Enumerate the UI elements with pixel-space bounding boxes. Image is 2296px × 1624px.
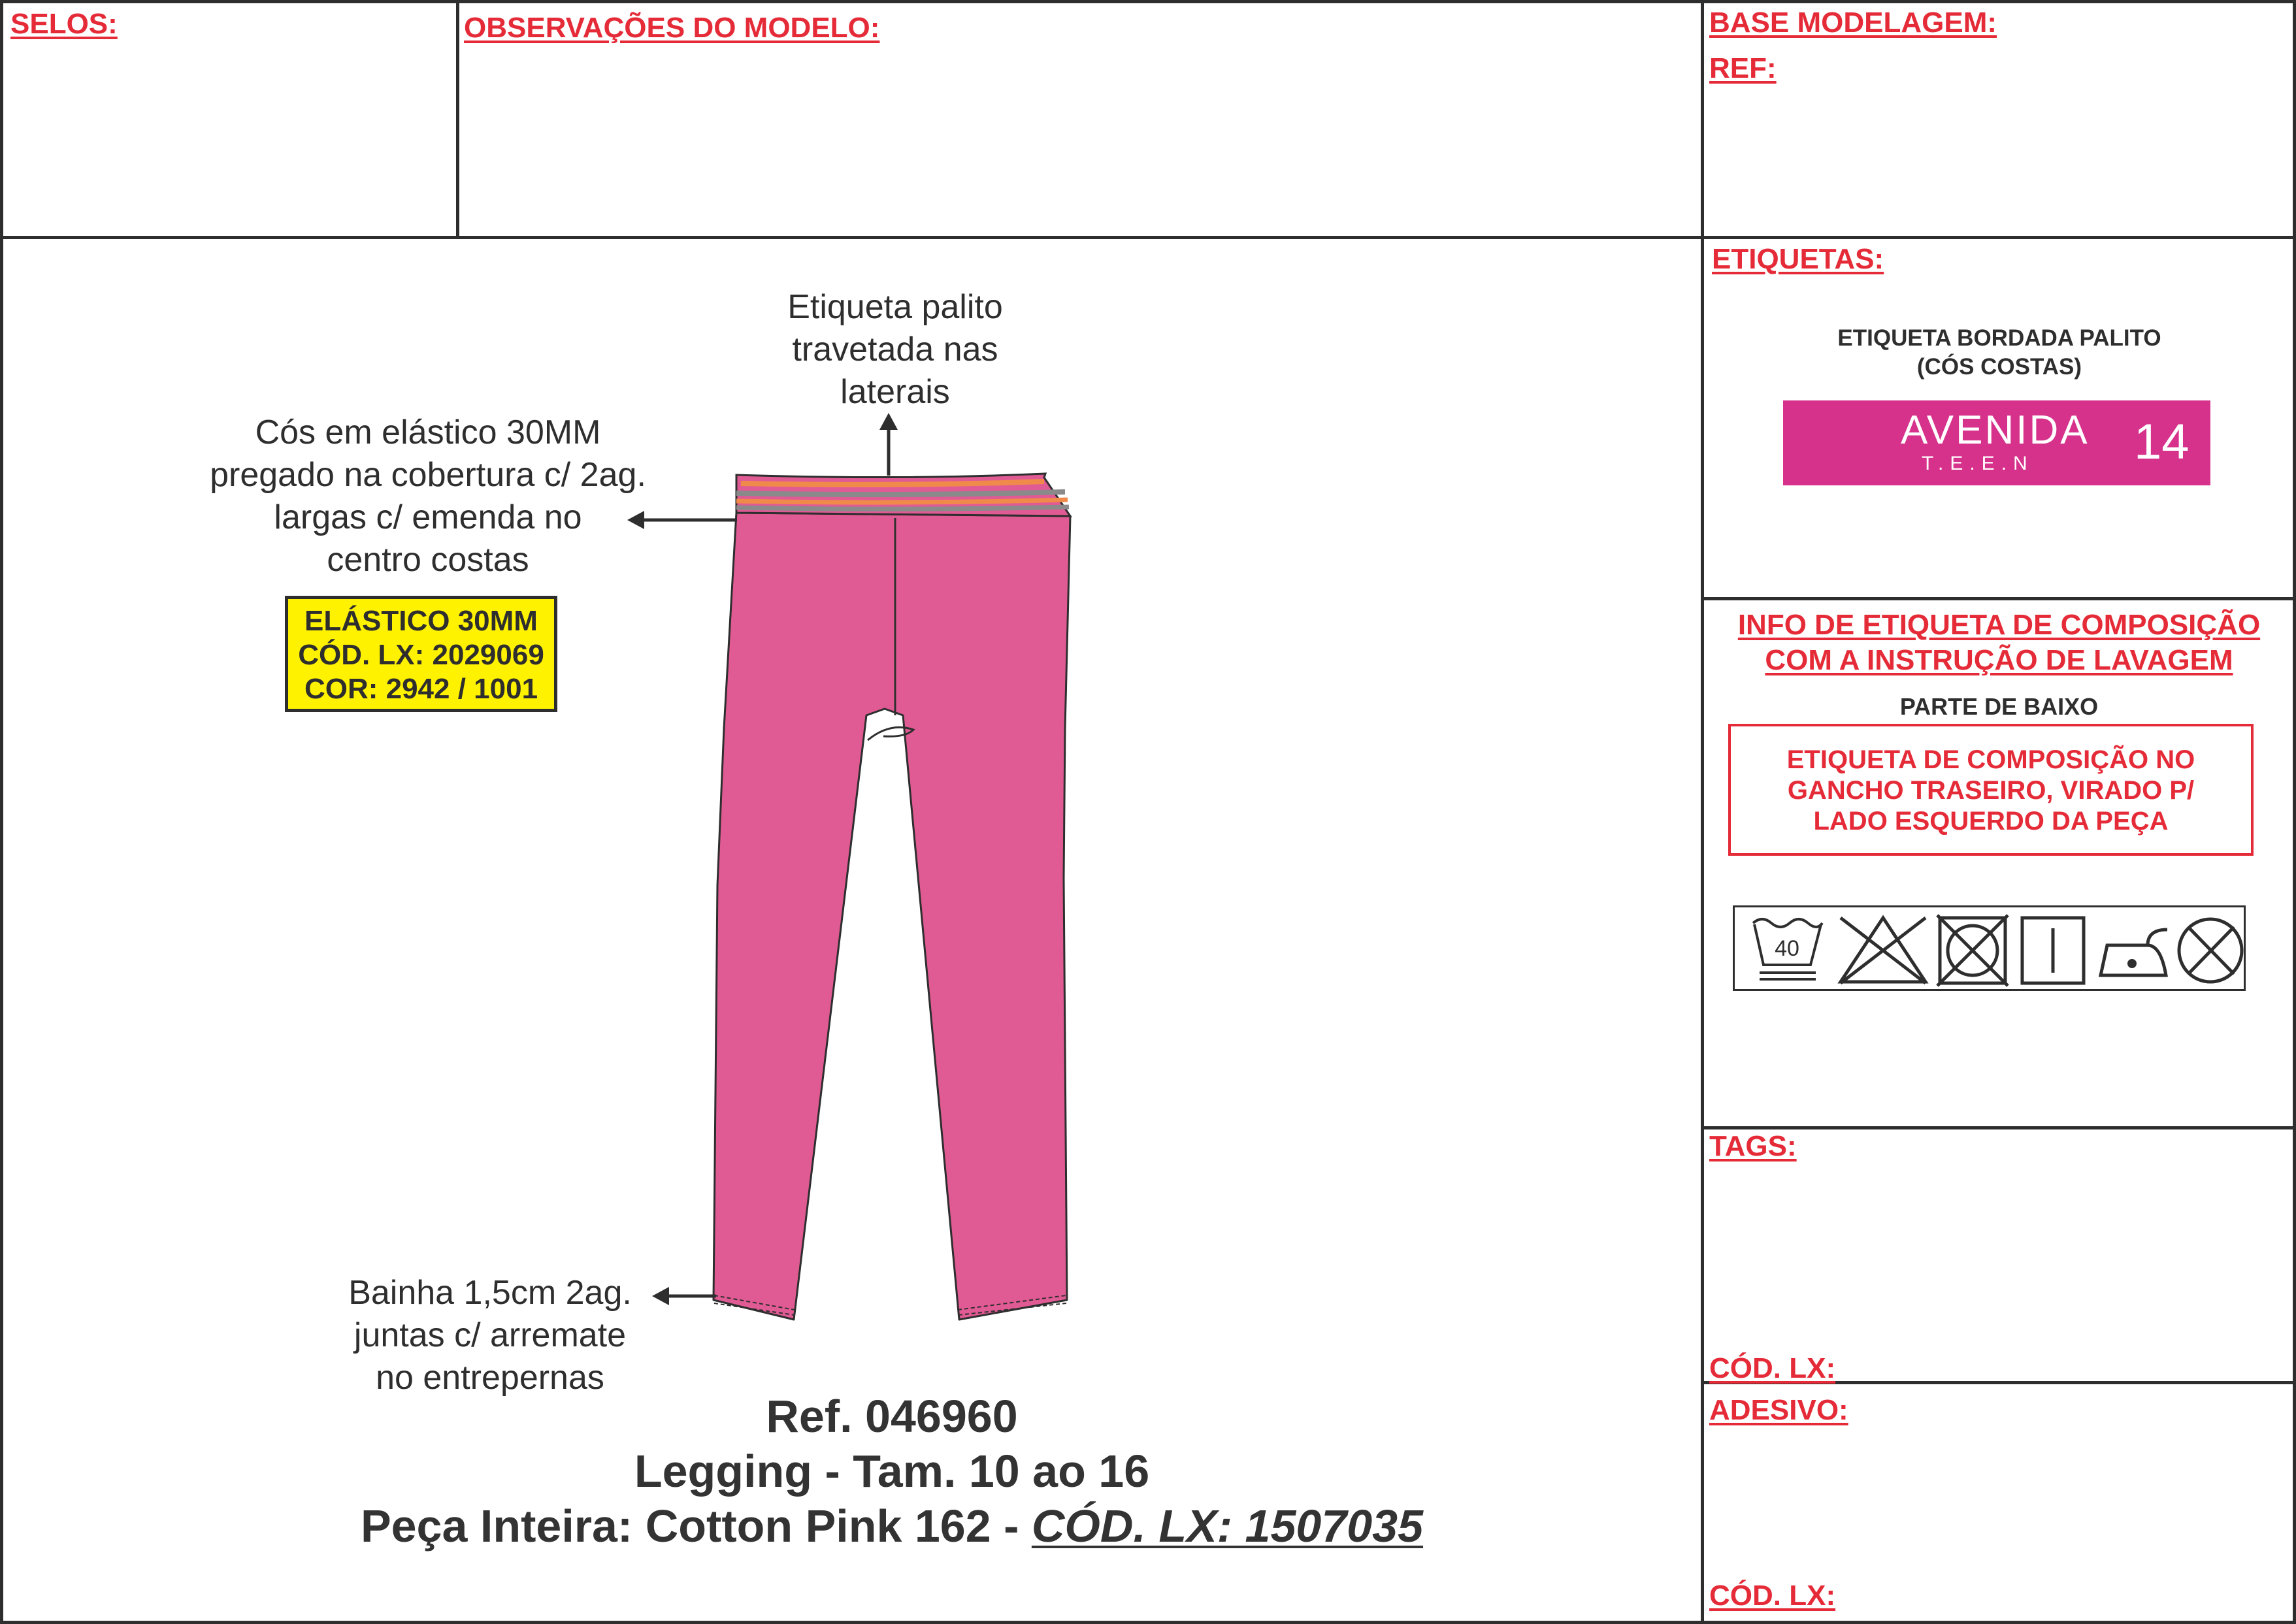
cos-elastico-note: [157, 412, 699, 581]
elastico-line2: CÓD. LX: 2029069: [298, 639, 544, 671]
etiqueta-bordada-title: [1764, 324, 2235, 382]
product-info: [157, 1389, 1627, 1553]
wash-40-icon: [1748, 913, 1826, 988]
parte-de-baixo: PARTE DE BAIXO: [1899, 693, 2099, 720]
selos-divider: [456, 0, 459, 238]
bainha-line1: Bainha 1,5cm 2ag.: [348, 1274, 632, 1312]
brand-size: 14: [2134, 414, 2189, 470]
arrow-etiqueta-palito: [876, 412, 902, 477]
cos-elastico-line3: largas c/ emenda no: [274, 498, 582, 536]
legging-body: [713, 513, 1070, 1320]
bainha-line2: juntas c/ arremate: [353, 1316, 627, 1354]
observacoes-label: OBSERVAÇÕES DO MODELO:: [464, 12, 880, 44]
composicao-title-line2: COM A INSTRUÇÃO DE LAVAGEM: [1765, 644, 2233, 676]
no-tumble-dry-icon: [1935, 913, 2012, 988]
waistband-stripe-3: [736, 507, 1069, 509]
brand-label-patch: [1783, 400, 2210, 485]
product-fabric-prefix: Peça Inteira: Cotton Pink 162 -: [360, 1501, 1032, 1551]
elastico-info-box: [285, 596, 557, 712]
etiqueta-palito-note: [719, 286, 1072, 414]
composicao-divider: [1701, 1126, 2296, 1129]
etiqueta-bordada-line1: ETIQUETA BORDADA PALITO: [1837, 325, 2161, 351]
etiquetas-divider: [1701, 597, 2296, 600]
composicao-title: [1707, 608, 2291, 678]
etiqueta-palito-line1: Etiqueta palito: [787, 288, 1003, 326]
care-symbols-box: [1733, 905, 2246, 991]
no-dry-clean-icon: [2175, 913, 2247, 988]
cos-elastico-line4: centro costas: [327, 541, 529, 579]
brand-name: AVENIDA: [1901, 408, 2090, 453]
product-name: Legging - Tam. 10 ao 16: [634, 1446, 1150, 1497]
product-fabric-code: CÓD. LX: 1507035: [1031, 1501, 1424, 1551]
product-fabric: [157, 1499, 1627, 1553]
etiqueta-palito-line2: travetada nas: [792, 331, 998, 368]
brand-sub: T.E.E.N: [1922, 453, 2034, 474]
no-bleach-icon: [1834, 913, 1932, 988]
cos-elastico-line2: pregado na cobertura c/ 2ag.: [210, 456, 646, 494]
composicao-note-box: [1728, 724, 2254, 856]
etiqueta-palito-line3: laterais: [840, 373, 950, 411]
wash-temp: 40: [1775, 936, 1799, 961]
adesivo-label: ADESIVO:: [1709, 1394, 1848, 1426]
ref-label: REF:: [1709, 52, 1777, 84]
elastico-line3: COR: 2942 / 1001: [304, 673, 538, 705]
tags-cod-label: CÓD. LX:: [1709, 1352, 1836, 1384]
header-divider: [0, 236, 1702, 239]
composicao-note-line1: ETIQUETA DE COMPOSIÇÃO NO: [1786, 745, 2195, 774]
elastico-line1: ELÁSTICO 30MM: [304, 605, 538, 637]
base-modelagem-divider: [1701, 236, 2296, 239]
composicao-title-line1: INFO DE ETIQUETA DE COMPOSIÇÃO: [1737, 609, 2261, 641]
product-ref: Ref. 046960: [766, 1391, 1018, 1442]
composicao-note-line3: LADO ESQUERDO DA PEÇA: [1813, 807, 2169, 836]
line-dry-icon: [2018, 913, 2089, 988]
waistband-stripe-1: [736, 492, 1065, 495]
base-modelagem-label: BASE MODELAGEM:: [1709, 7, 1997, 39]
tags-label: TAGS:: [1709, 1130, 1797, 1162]
bainha-note: [307, 1272, 673, 1399]
selos-label: SELOS:: [10, 8, 118, 40]
iron-low-icon: [2095, 913, 2173, 988]
composicao-note-line2: GANCHO TRASEIRO, VIRADO P/: [1787, 776, 2195, 805]
etiqueta-bordada-line2: (CÓS COSTAS): [1916, 354, 2082, 380]
cos-elastico-line1: Cós em elástico 30MM: [255, 414, 601, 451]
waistband-stripe-2: [736, 500, 1068, 502]
bainha-line3: no entrepernas: [376, 1359, 604, 1397]
legging-drawing: [712, 467, 1078, 1329]
adesivo-cod-label: CÓD. LX:: [1709, 1580, 1836, 1612]
etiquetas-label: ETIQUETAS:: [1712, 243, 1884, 275]
